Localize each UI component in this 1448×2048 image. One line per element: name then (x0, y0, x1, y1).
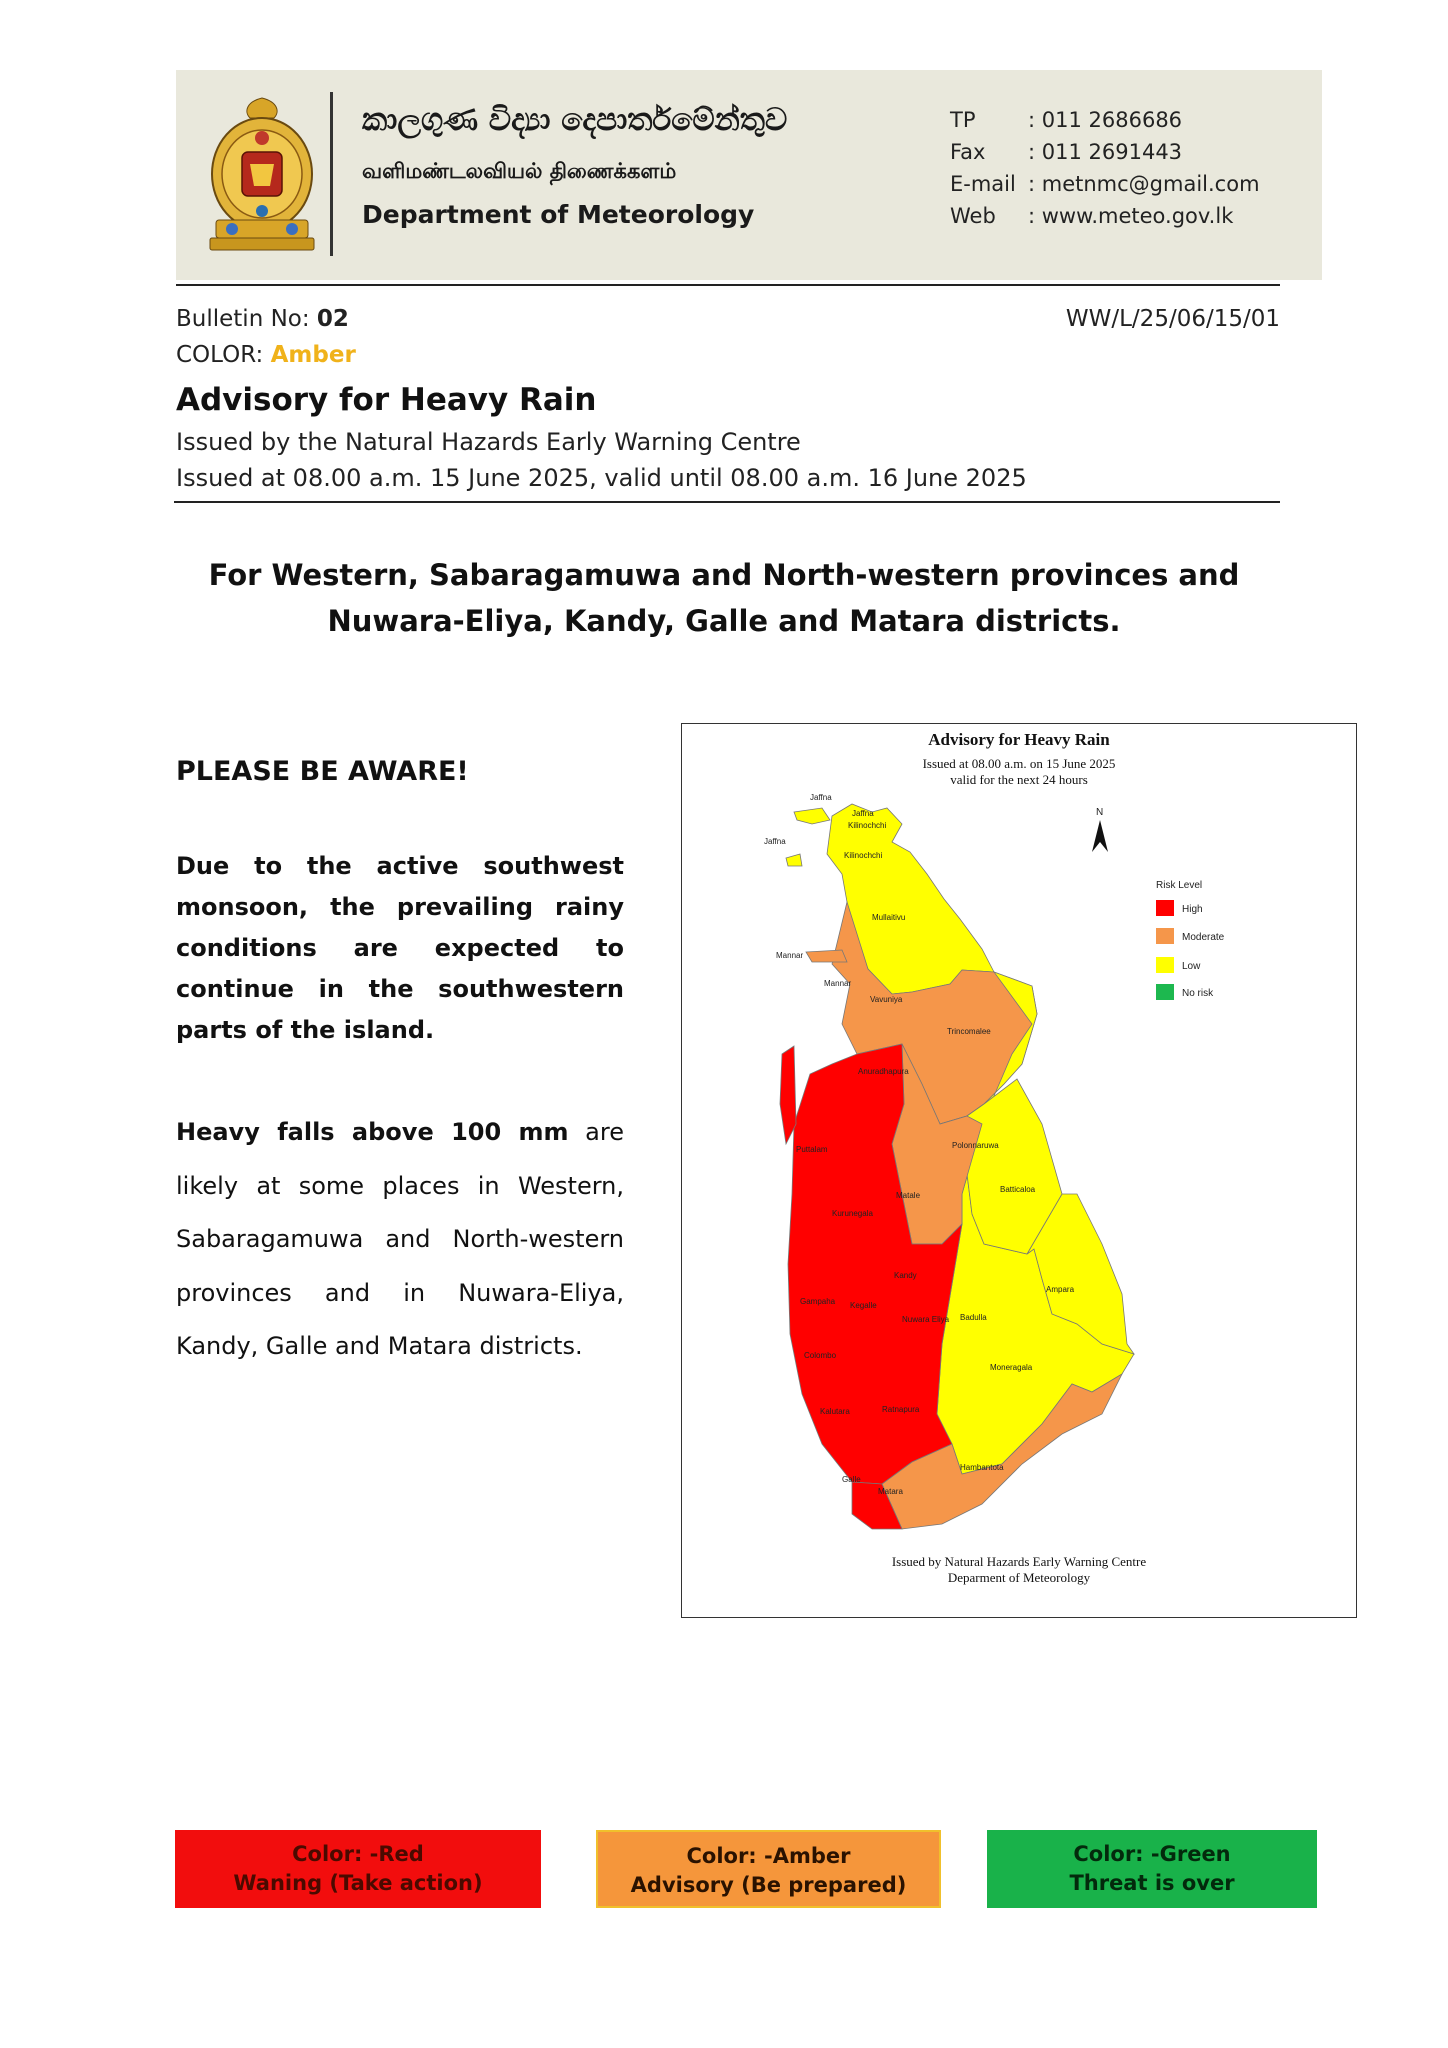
map-subtitle: Issued at 08.00 a.m. on 15 June 2025 (922, 756, 1116, 771)
color-key-green (987, 1830, 1317, 1908)
affected-areas-heading (150, 552, 1298, 644)
district-label: Matara (878, 1487, 903, 1496)
district-label: Kalutara (820, 1407, 850, 1416)
sri-lanka-map (682, 724, 1356, 1617)
bulletin-color (176, 342, 356, 368)
issued-by: Issued by the Natural Hazards Early Warning Centre (176, 428, 801, 456)
district-label: Puttalam (796, 1145, 828, 1154)
contact-label: Fax (950, 140, 986, 164)
color-key-red (175, 1830, 541, 1908)
map-title: Advisory for Heavy Rain (928, 730, 1110, 749)
bulletin-number-value: 02 (316, 306, 349, 332)
district-label: Kegalle (850, 1301, 877, 1310)
org-name-sinhala: කාලගුණ විද්‍යා දෙපාර්තමේන්තුව (362, 102, 788, 138)
color-key-meaning: Waning (Take action) (233, 1871, 483, 1895)
color-key-amber (596, 1830, 941, 1908)
north-arrow-label: N (1096, 807, 1104, 818)
district-label: Jaffna (764, 837, 786, 846)
rainfall-highlight: Heavy falls above 100 mm (176, 1118, 569, 1146)
color-key-meaning: Threat is over (1069, 1871, 1235, 1895)
map-footer: Issued by Natural Hazards Early Warning Centre (891, 1554, 1147, 1569)
district-label: Jaffna (852, 809, 874, 818)
legend-label: High (1182, 904, 1203, 915)
district-label: Anuradhapura (858, 1067, 909, 1076)
color-key-title: Color: -Amber (686, 1844, 851, 1868)
bulletin-reference: WW/L/25/06/15/01 (1065, 306, 1280, 332)
district-label: Matale (896, 1191, 921, 1200)
rainfall-paragraph (176, 1106, 624, 1374)
legend-label: Moderate (1182, 932, 1225, 943)
district-label: Kandy (894, 1271, 917, 1280)
bulletin-color-value: Amber (270, 342, 356, 368)
map-region-kalpitiya (780, 1046, 796, 1144)
heading-line-2: Nuwara-Eliya, Kandy, Galle and Matara districts. (327, 604, 1121, 638)
org-name-english: Department of Meteorology (362, 200, 755, 229)
district-label: Mullaitivu (872, 913, 906, 922)
district-label: Colombo (804, 1351, 837, 1360)
legend-swatch-no-risk (1156, 984, 1174, 1000)
map-region-jaffna-islands (786, 808, 830, 866)
contact-value: : 011 2686686 (1028, 108, 1183, 132)
heading-line-1: For Western, Sabaragamuwa and North-western provinces and (208, 558, 1240, 592)
district-label: Polonnaruwa (952, 1141, 999, 1150)
district-label: Moneragala (990, 1363, 1033, 1372)
legend-title: Risk Level (1156, 880, 1203, 891)
contact-web (950, 204, 1233, 228)
contact-phone (950, 108, 1182, 132)
rainfall-text: are likely at some places in Western, Sabaragamuwa and North-western provinces and in Nuwara-Eliya, Kandy, Galle and Matara districts. (176, 1118, 624, 1360)
legend-swatch-low (1156, 957, 1174, 973)
contact-fax (950, 140, 1182, 164)
emblem-icon (206, 94, 318, 254)
north-arrow-icon (1092, 820, 1108, 852)
advisory-map (681, 723, 1357, 1618)
district-label: Kilinochchi (848, 821, 887, 830)
district-label: Nuwara Eliya (902, 1315, 950, 1324)
district-label: Gampaha (800, 1297, 836, 1306)
legend-swatch-moderate (1156, 928, 1174, 944)
district-label: Mannar (824, 979, 852, 988)
document-title: Advisory for Heavy Rain (176, 382, 597, 418)
legend-label: No risk (1182, 988, 1214, 999)
header-rule (176, 284, 1280, 286)
district-label: Kurunegala (832, 1209, 873, 1218)
legend-swatch-high (1156, 900, 1174, 916)
district-label: Batticaloa (1000, 1185, 1036, 1194)
district-label: Mannar (776, 951, 804, 960)
map-subtitle: valid for the next 24 hours (950, 772, 1088, 787)
contact-email (950, 172, 1260, 196)
district-label: Trincomalee (947, 1027, 991, 1036)
bulletin-color-label: COLOR: (176, 342, 271, 368)
district-label: Badulla (960, 1313, 987, 1322)
district-label: Ampara (1046, 1285, 1075, 1294)
bulletin-number-label: Bulletin No: (176, 306, 317, 332)
org-name-tamil: வளிமண்டலவியல் திணைக்களம் (362, 158, 677, 183)
monsoon-paragraph: Due to the active southwest monsoon, the prevailing rainy conditions are expected to continue in the southwestern parts of the island. (176, 852, 624, 1044)
color-key-meaning: Advisory (Be prepared) (630, 1873, 907, 1897)
contact-label: TP (950, 108, 976, 132)
title-rule (174, 501, 1280, 503)
header-divider (330, 92, 333, 256)
map-region-mannar-island (806, 950, 847, 962)
legend-label: Low (1182, 961, 1201, 972)
district-label: Hambantota (960, 1463, 1004, 1472)
district-label: Galle (842, 1475, 861, 1484)
district-label: Kilinochchi (844, 851, 883, 860)
color-key-title: Color: -Green (1073, 1842, 1231, 1866)
issued-at: Issued at 08.00 a.m. 15 June 2025, valid until 08.00 a.m. 16 June 2025 (176, 464, 1027, 492)
map-footer: Deparment of Meteorology (947, 1570, 1091, 1585)
bulletin-number (176, 306, 349, 332)
district-label: Ratnapura (882, 1405, 920, 1414)
contact-label: E-mail (950, 172, 1016, 196)
contact-value: : 011 2691443 (1028, 140, 1183, 164)
contact-value[interactable]: : metnmc@gmail.com (1028, 172, 1260, 196)
letterhead (176, 70, 1322, 280)
district-label: Jaffna (810, 793, 832, 802)
contact-label: Web (950, 204, 996, 228)
color-key-title: Color: -Red (292, 1842, 424, 1866)
district-label: Vavuniya (870, 995, 903, 1004)
aware-heading: PLEASE BE AWARE! (176, 756, 469, 787)
contact-value[interactable]: : www.meteo.gov.lk (1028, 204, 1234, 228)
